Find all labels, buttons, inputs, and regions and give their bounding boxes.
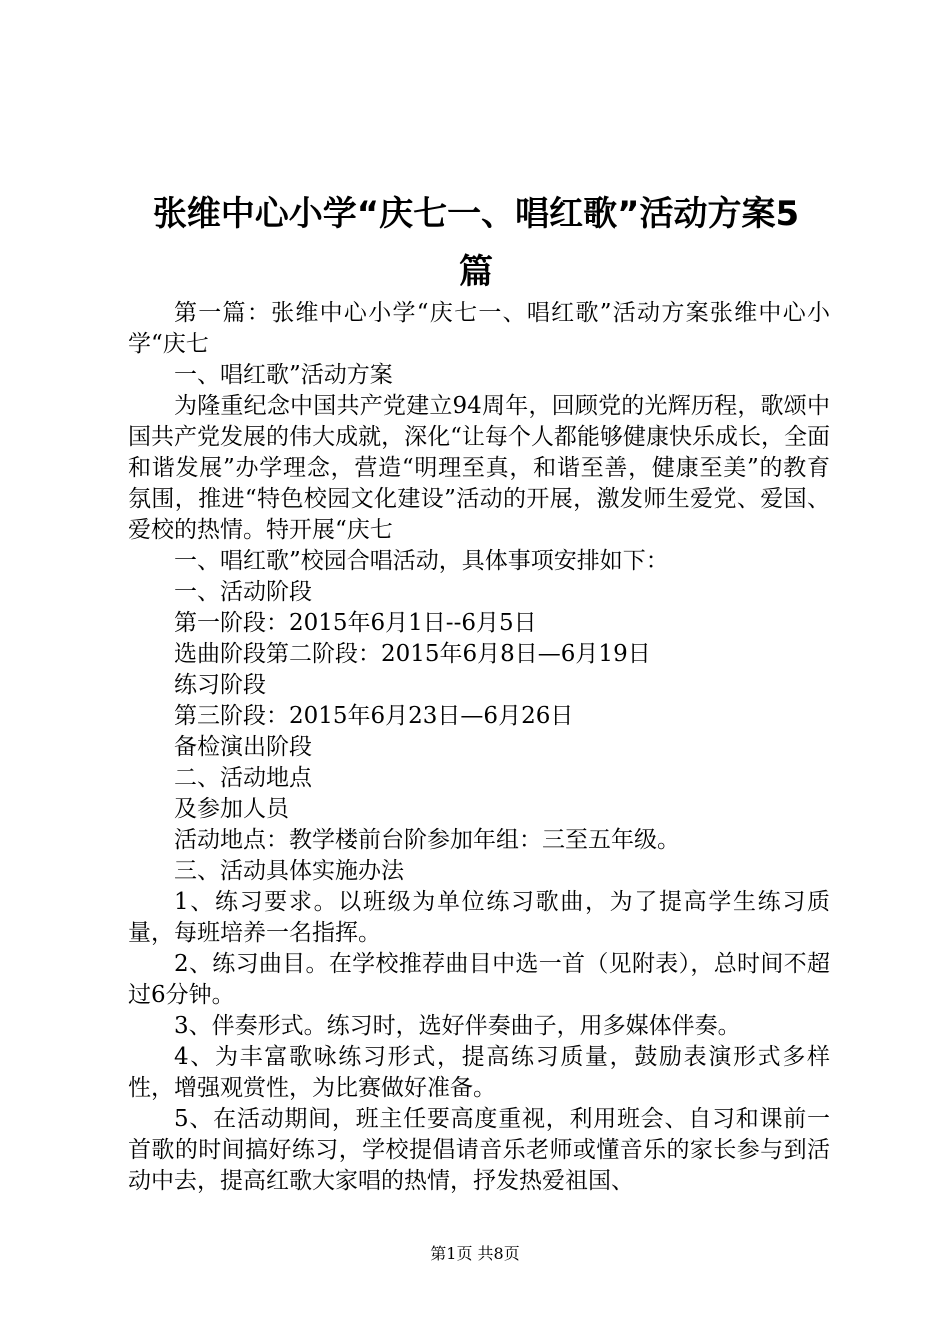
paragraph: 第一篇：张维中心小学“庆七一、唱红歌”活动方案张维中心小学“庆七 bbox=[128, 300, 830, 357]
paragraph: 及参加人员 bbox=[174, 796, 289, 822]
paragraph: 第三阶段：2015年6月23日—6月26日 bbox=[174, 703, 574, 729]
document-body bbox=[128, 298, 830, 1197]
paragraph: 三、活动具体实施办法 bbox=[174, 858, 404, 884]
paragraph: 5、在活动期间，班主任要高度重视，利用班会、自习和课前一首歌的时间搞好练习，学校提倡请音乐老师或懂音乐的家长参与到活动中去，提高红歌大家唱的热情，抒发热爱祖国、 bbox=[128, 1106, 830, 1194]
title-line-1: 张维中心小学“庆七一、唱红歌”活动方案5 bbox=[152, 194, 800, 234]
paragraph: 选曲阶段第二阶段：2015年6月8日—6月19日 bbox=[174, 641, 651, 667]
paragraph: 3、伴奏形式。练习时，选好伴奏曲子，用多媒体伴奏。 bbox=[174, 1013, 741, 1039]
paragraph: 1、练习要求。以班级为单位练习歌曲，为了提高学生练习质量，每班培养一名指挥。 bbox=[128, 889, 830, 946]
paragraph: 为隆重纪念中国共产党建立94周年，回顾党的光辉历程，歌颂中国共产党发展的伟大成就，深化“让每个人都能够健康快乐成长，全面和谐发展”办学理念，营造“明理至真，和谐至善，健康至美”的教育氛围，推进“特色校园文化建设”活动的开展，激发师生爱党、爱国、爱校的热情。特开展“庆七 bbox=[128, 393, 830, 543]
paragraph: 第一阶段：2015年6月1日--6月5日 bbox=[174, 610, 537, 636]
paragraph: 2、练习曲目。在学校推荐曲目中选一首（见附表），总时间不超过6分钟。 bbox=[128, 951, 830, 1008]
paragraph: 一、唱红歌”活动方案 bbox=[174, 362, 393, 388]
paragraph: 活动地点：教学楼前台阶参加年组：三至五年级。 bbox=[174, 827, 680, 853]
page-footer: 第1页 共8页 bbox=[430, 1244, 520, 1263]
paragraph: 二、活动地点 bbox=[174, 765, 312, 791]
paragraph: 练习阶段 bbox=[174, 672, 266, 698]
paragraph: 一、活动阶段 bbox=[174, 579, 312, 605]
paragraph: 4、为丰富歌咏练习形式，提高练习质量，鼓励表演形式多样性，增强观赏性，为比赛做好准备。 bbox=[128, 1044, 830, 1101]
paragraph: 备检演出阶段 bbox=[174, 734, 312, 760]
document-title bbox=[120, 185, 832, 301]
title-line-2: 篇 bbox=[459, 252, 493, 292]
paragraph: 一、唱红歌”校园合唱活动，具体事项安排如下： bbox=[174, 548, 669, 574]
